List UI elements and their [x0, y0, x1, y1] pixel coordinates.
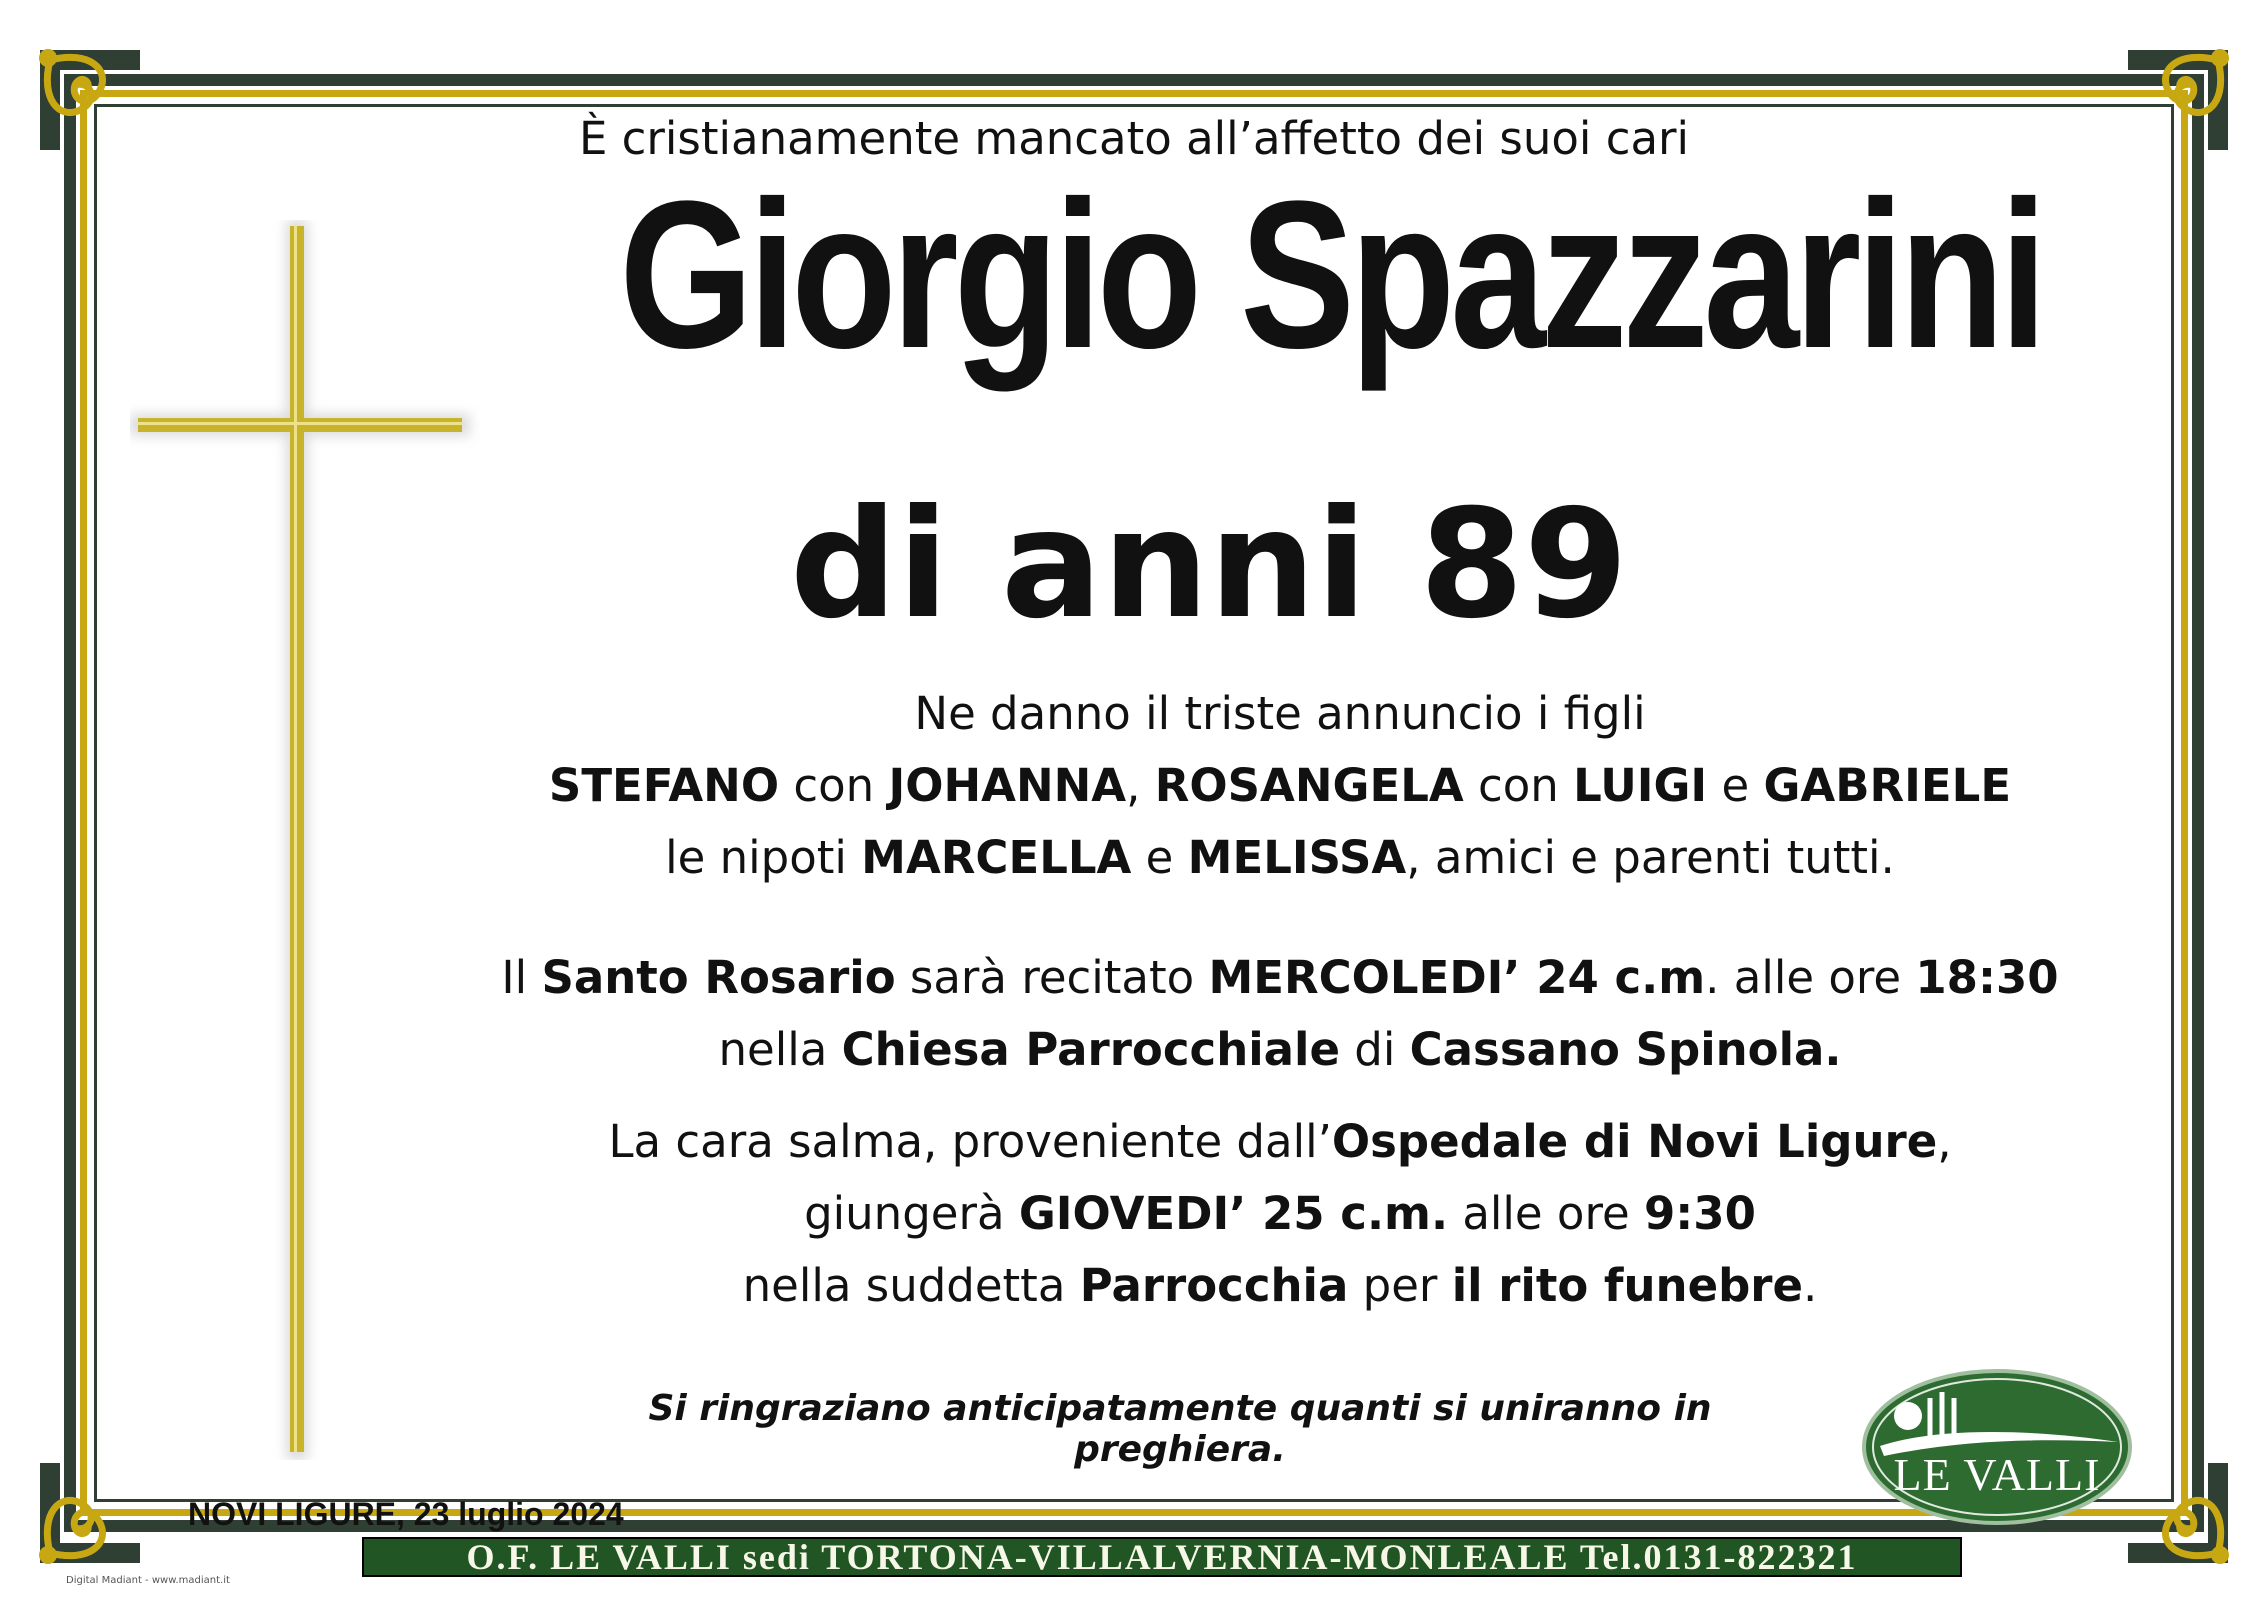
funeral-block: [400, 1106, 2160, 1322]
rosary-line: nella Chiesa Parrocchiale di Cassano Spinola.: [718, 1023, 1842, 1076]
footer-bar: O.F. LE VALLI sedi TORTONA-VILLALVERNIA-MONLEALE Tel.0131-822321: [362, 1537, 1962, 1577]
le-valli-logo-icon: [1860, 1368, 2134, 1526]
funeral-line: nella suddetta Parrocchia per il rito funebre.: [742, 1259, 1818, 1312]
intro-text: È cristianamente mancato all’affetto dei suoi cari: [578, 112, 1690, 165]
announce-line: Ne danno il triste annuncio i figli: [914, 687, 1646, 740]
logo-text: LE VALLI: [1893, 1449, 2101, 1500]
rosary-block: [400, 942, 2160, 1086]
announce-line: STEFANO con JOHANNA, ROSANGELA con LUIGI e GABRIELE: [548, 759, 2012, 812]
funeral-line: giungerà GIOVEDI’ 25 c.m. alle ore 9:30: [804, 1187, 1756, 1240]
announce-line: le nipoti MARCELLA e MELISSA, amici e parenti tutti.: [665, 831, 1895, 884]
announcement-block: [400, 678, 2160, 894]
deceased-name: Giorgio Spazzarini: [619, 157, 2043, 392]
rosary-line: Il Santo Rosario sarà recitato MERCOLEDI’ 24 c.m. alle ore 18:30: [501, 951, 2059, 1004]
place-date: NOVI LIGURE, 23 luglio 2024: [188, 1496, 624, 1532]
thanks-text: Si ringraziano anticipatamente quanti si uniranno in preghiera.: [648, 1388, 1712, 1470]
corner-ornament-icon: [30, 1453, 150, 1573]
corner-ornament-icon: [2118, 1453, 2238, 1573]
deceased-age: di anni 89: [790, 478, 1629, 652]
credit-text: Digital Madiant - www.madiant.it: [66, 1575, 230, 1586]
funeral-line: La cara salma, proveniente dall’Ospedale di Novi Ligure,: [608, 1115, 1952, 1168]
